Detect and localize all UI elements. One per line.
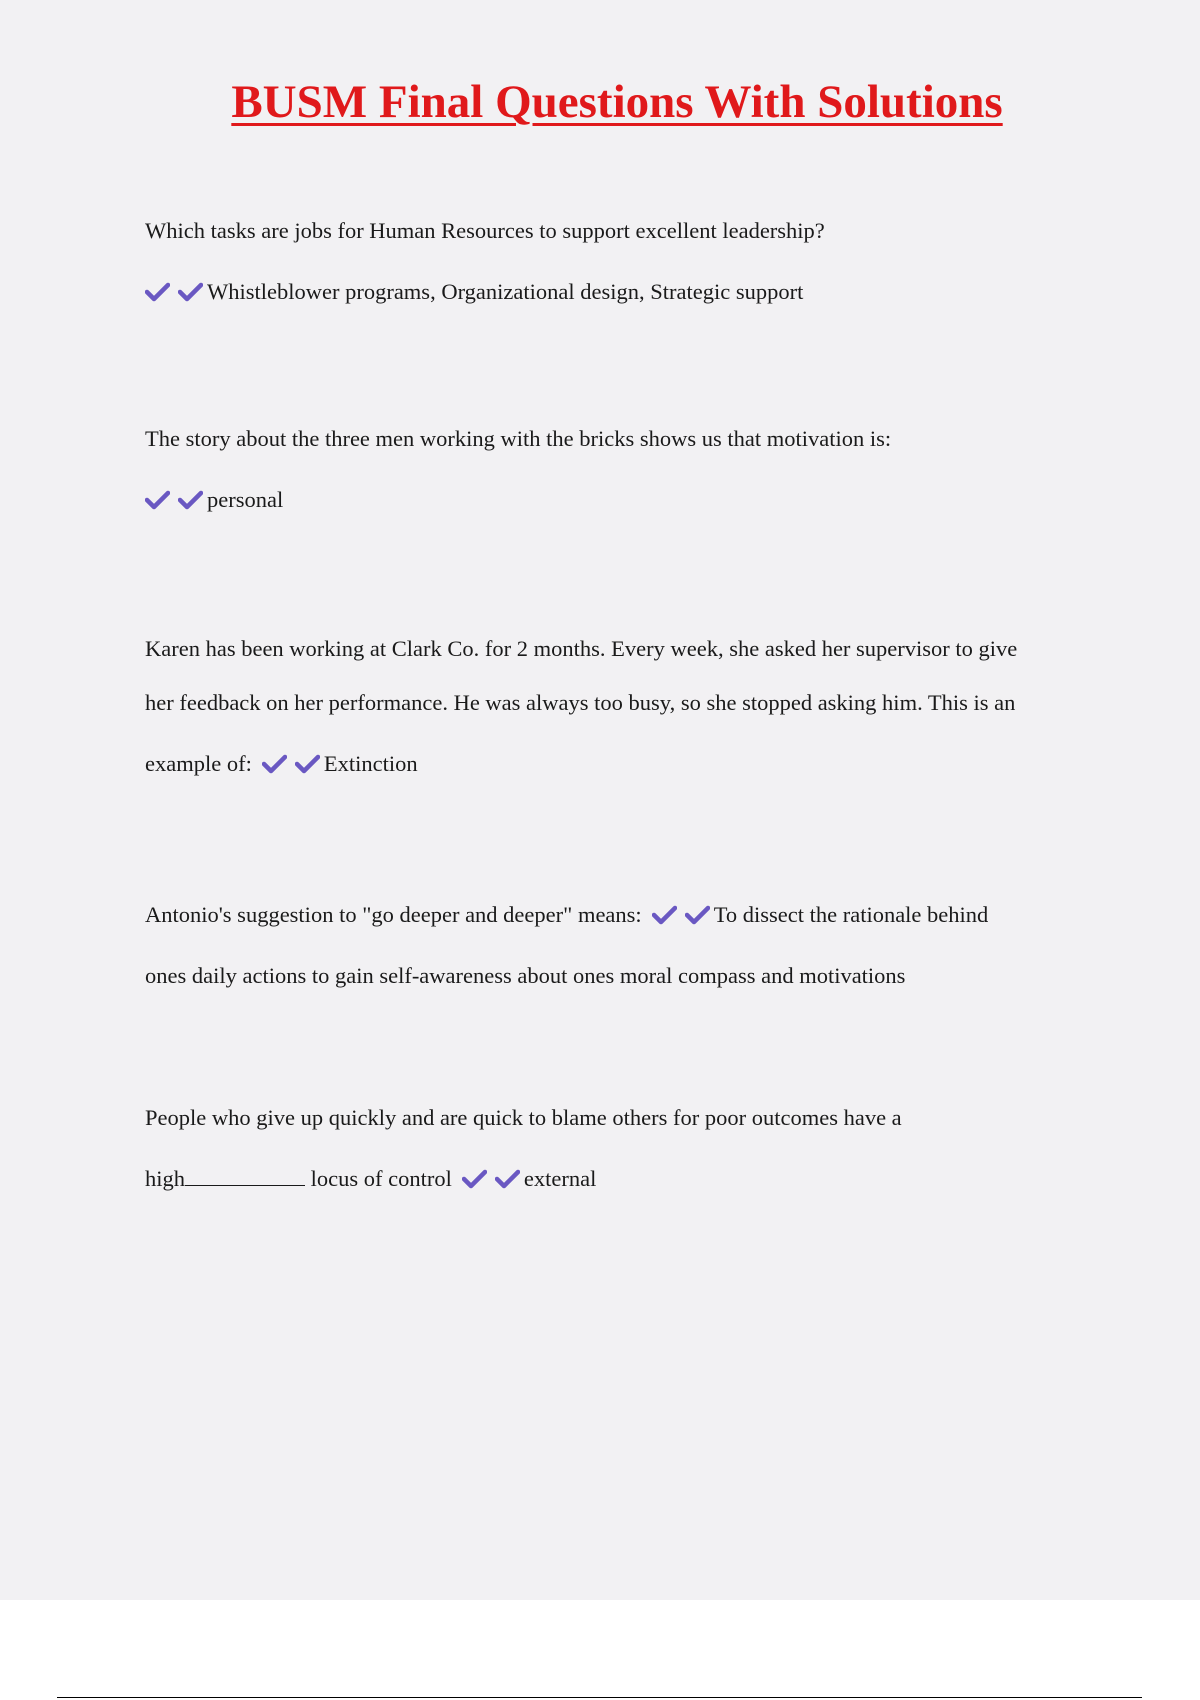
answer-2 — [145, 485, 283, 515]
answer-text: personal — [207, 487, 284, 512]
footer-divider — [57, 1697, 1142, 1698]
checkmark-icon — [295, 753, 320, 775]
question-3-line-2: her feedback on her performance. He was always too busy, so she stopped asking him. This is an — [145, 690, 1016, 715]
checkmark-icon — [685, 904, 710, 926]
answer-text: Extinction — [323, 751, 418, 776]
question-3-line-3 — [145, 749, 418, 779]
answer-text: To dissect the rationale behind — [713, 902, 989, 927]
question-3-line-1: Karen has been working at Clark Co. for 2 months. Every week, she asked her supervisor to give — [145, 636, 1018, 661]
question-1: Which tasks are jobs for Human Resources to support excellent leadership? — [145, 218, 825, 243]
document-title: BUSM Final Questions With Solutions — [231, 76, 1003, 128]
checkmark-icon — [178, 281, 203, 303]
question-text: locus of control — [310, 1166, 452, 1191]
answer-4-line-2: ones daily actions to gain self-awareness about ones moral compass and motivations — [145, 963, 906, 988]
checkmark-icon — [462, 1168, 487, 1190]
question-5-line-1: People who give up quickly and are quick to blame others for poor outcomes have a — [145, 1105, 902, 1130]
question-text: Antonio's suggestion to "go deeper and deeper" means: — [145, 902, 642, 927]
question-text: example of: — [145, 751, 252, 776]
checkmark-icon — [178, 489, 203, 511]
checkmark-icon — [495, 1168, 520, 1190]
question-2: The story about the three men working with the bricks shows us that motivation is: — [145, 426, 892, 451]
checkmark-icon — [652, 904, 677, 926]
checkmark-icon — [145, 489, 170, 511]
answer-text: Whistleblower programs, Organizational design, Strategic support — [207, 279, 804, 304]
answer-text: external — [523, 1166, 597, 1191]
checkmark-icon — [262, 753, 287, 775]
question-4 — [145, 900, 988, 930]
answer-1 — [145, 277, 803, 307]
fill-in-blank — [185, 1167, 305, 1186]
checkmark-icon — [145, 281, 170, 303]
question-5-line-2 — [145, 1164, 596, 1194]
question-text: high — [145, 1166, 186, 1191]
